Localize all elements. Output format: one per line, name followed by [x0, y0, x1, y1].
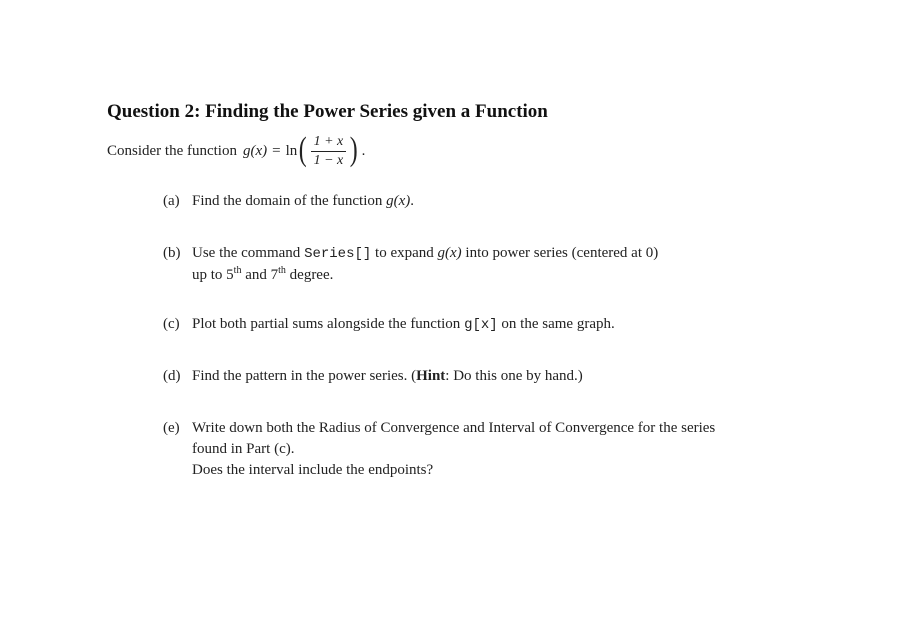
part-a	[163, 191, 414, 212]
equals-sign: =	[272, 143, 281, 159]
left-paren: (	[298, 130, 307, 168]
intro-text: Consider the function	[107, 143, 237, 159]
fraction-numerator: 1 + x	[311, 134, 347, 152]
intro-period: .	[361, 143, 366, 159]
part-b-line2-end: degree.	[289, 267, 334, 283]
part-c-text2: on the same graph.	[501, 316, 615, 332]
part-b-line2-pre: up to 5	[192, 267, 234, 283]
part-c-label: (c)	[163, 316, 180, 332]
part-b-text1: Use the command	[192, 245, 301, 261]
part-e-line2: found in Part (c).	[192, 441, 295, 457]
fraction	[311, 134, 347, 169]
part-d-text1: Find the pattern in the power series. (	[192, 368, 417, 384]
question-heading: Question 2: Finding the Power Series given a Function	[107, 101, 548, 122]
part-e	[163, 418, 715, 481]
part-b-sup1: th	[233, 265, 242, 276]
part-a-end: .	[410, 193, 415, 209]
part-e-label: (e)	[163, 420, 180, 436]
part-b-sup2: th	[278, 265, 286, 276]
fraction-denominator: 1 − x	[313, 153, 344, 168]
part-b-text2: to expand	[375, 245, 434, 261]
part-b-text3: into power series (centered at 0)	[465, 245, 659, 261]
part-d-label: (d)	[163, 368, 181, 384]
series-command: Series[]	[304, 246, 372, 262]
part-d-text2: : Do this one by hand.)	[445, 368, 583, 384]
part-b	[163, 243, 658, 286]
part-a-text: Find the domain of the function	[192, 193, 383, 209]
part-b-line2-mid: and 7	[245, 267, 279, 283]
g-function-code: g[x]	[464, 317, 498, 333]
ln-operator: ln	[285, 143, 298, 159]
function-name: g(x)	[242, 143, 268, 159]
part-c	[163, 314, 615, 336]
part-b-label: (b)	[163, 245, 181, 261]
question-intro	[107, 130, 366, 169]
right-paren: )	[349, 130, 358, 168]
part-e-line1: Write down both the Radius of Convergence and Interval of Convergence for the series	[192, 420, 716, 436]
part-b-func: g(x)	[437, 245, 462, 261]
part-e-line3: Does the interval include the endpoints?	[192, 462, 434, 478]
part-c-text1: Plot both partial sums alongside the function	[192, 316, 461, 332]
part-d	[163, 366, 583, 387]
part-a-func: g(x)	[386, 193, 411, 209]
part-a-label: (a)	[163, 193, 180, 209]
hint-label: Hint	[416, 368, 446, 384]
